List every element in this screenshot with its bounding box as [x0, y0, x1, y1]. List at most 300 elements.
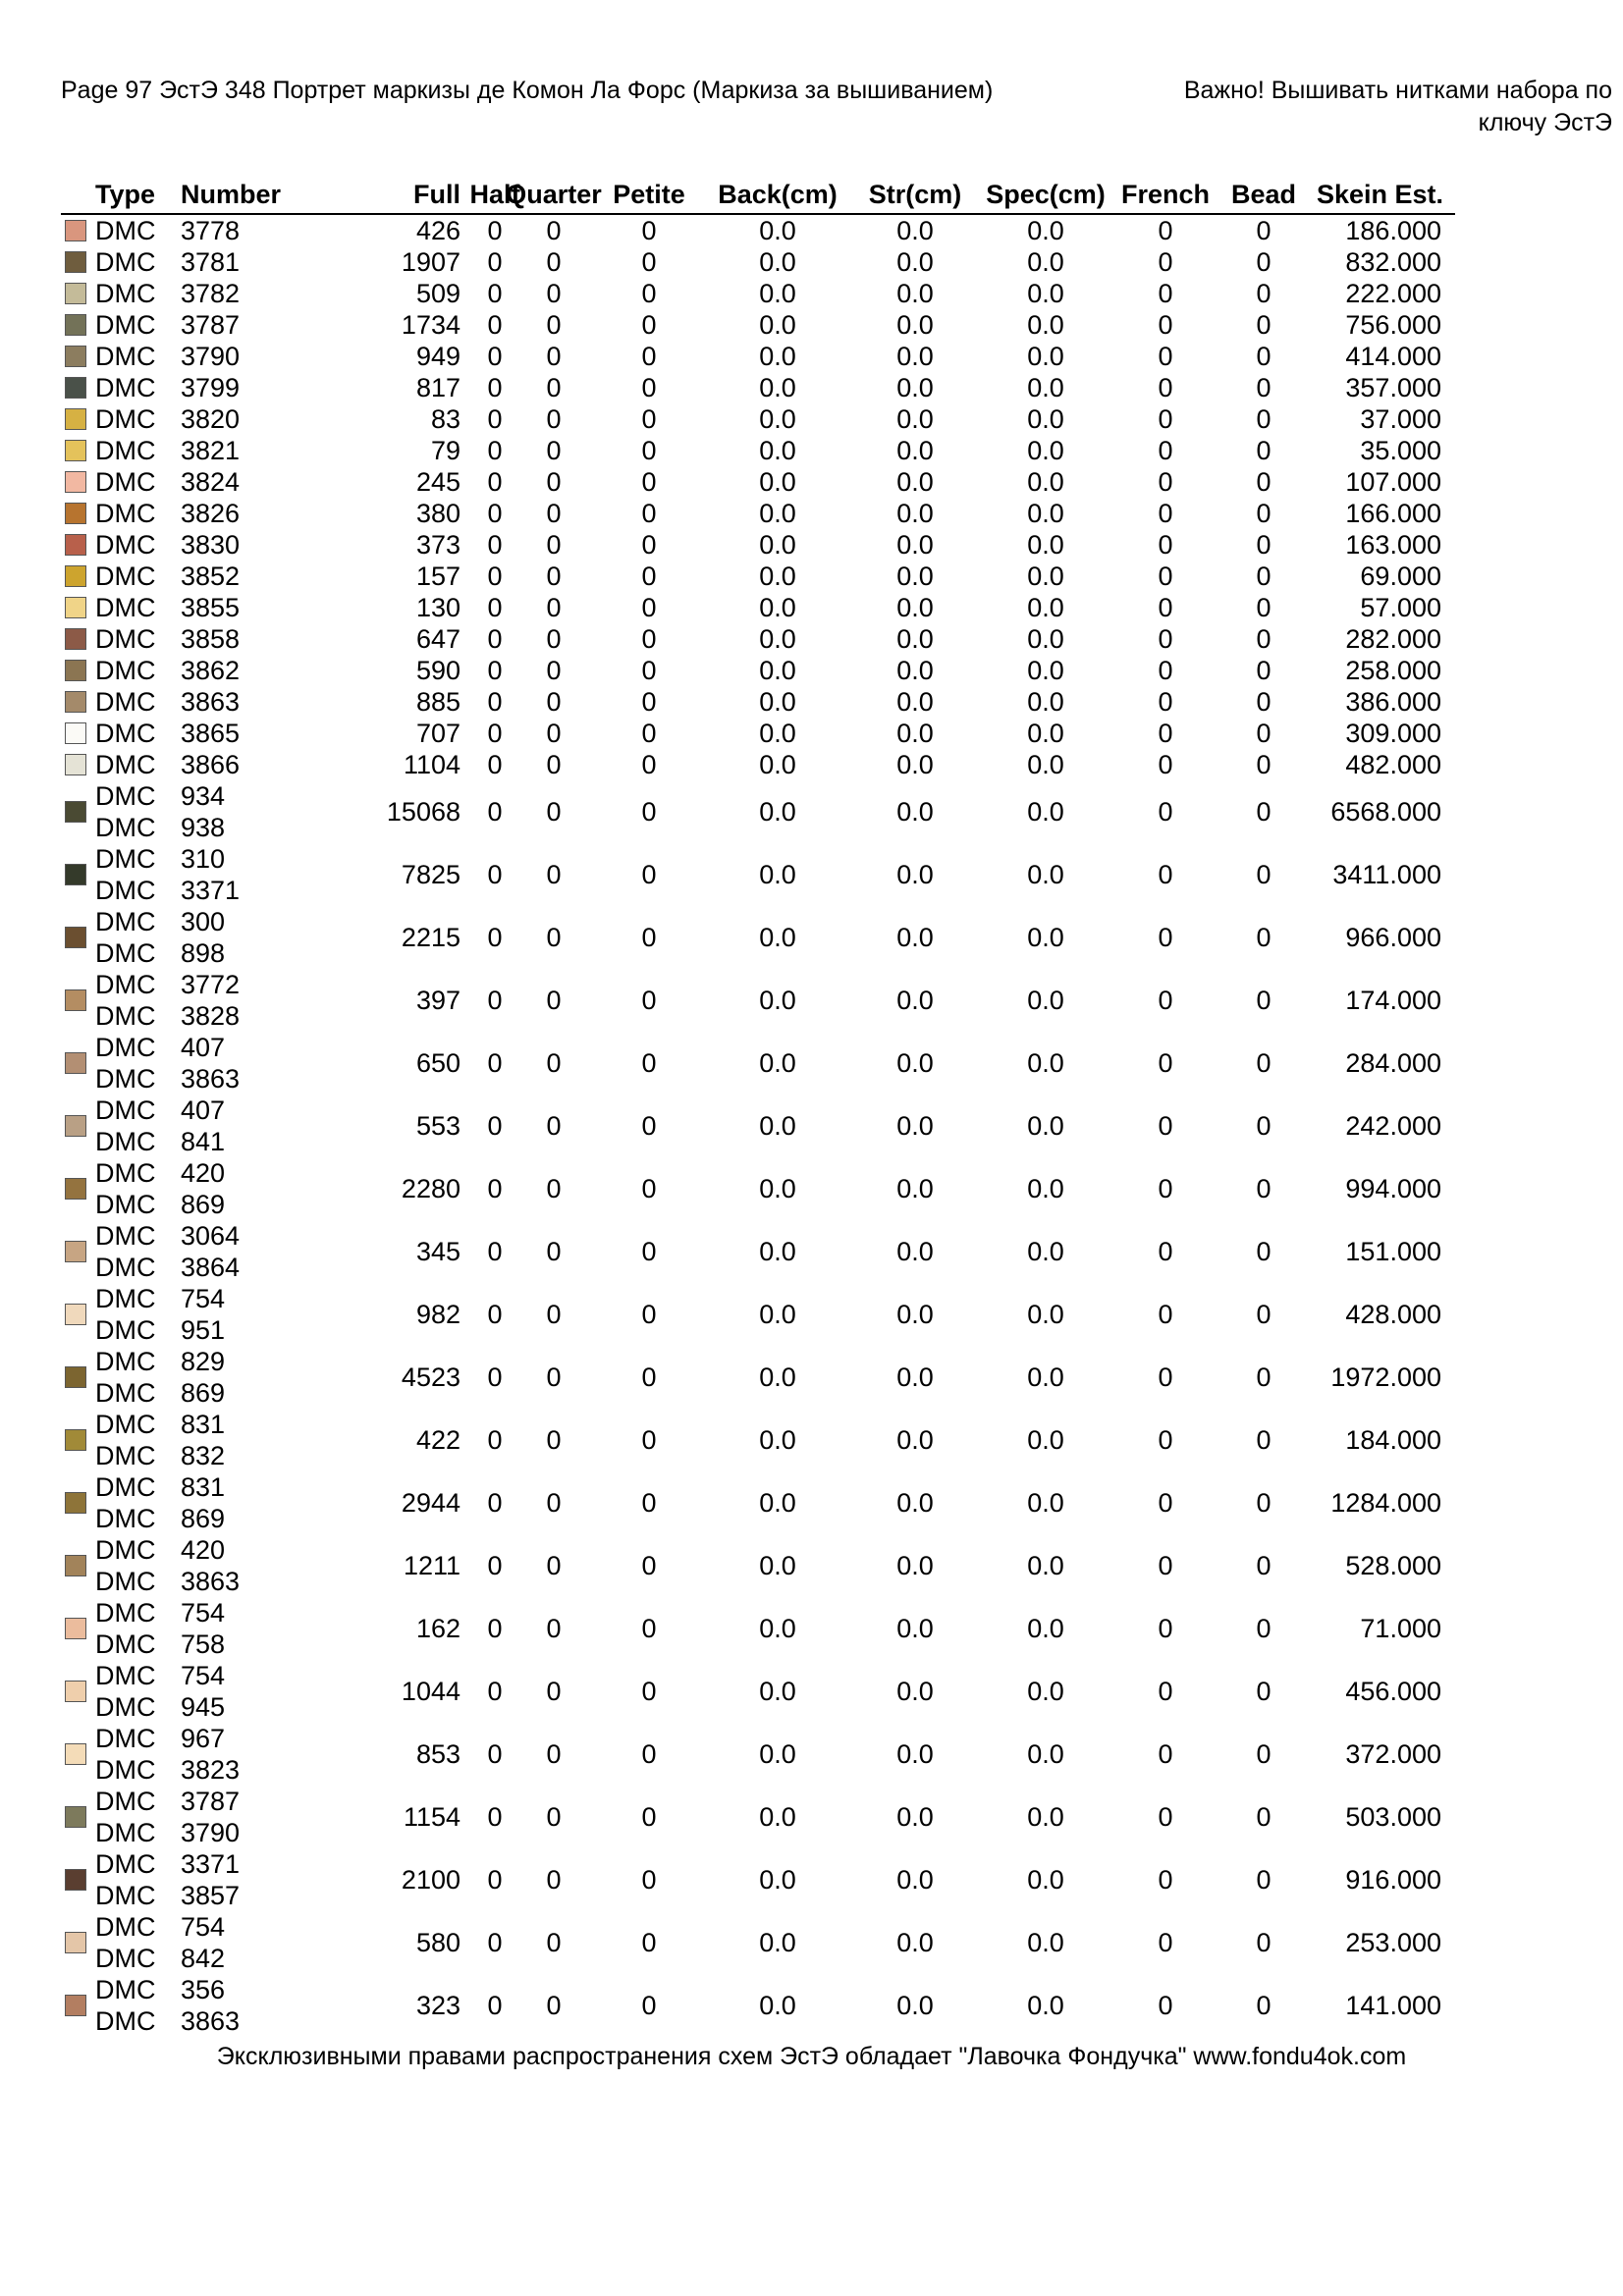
cell-skein: 163.000 [1345, 530, 1441, 560]
cell-number: 3863 [181, 2006, 241, 2036]
cell-petite: 0 [641, 310, 657, 340]
cell-spec: 0.0 [1027, 1111, 1064, 1141]
cell-half: 0 [487, 499, 503, 528]
cell-bead: 0 [1256, 719, 1271, 748]
column-header-petite: Petite [613, 180, 685, 209]
cell-spec: 0.0 [1027, 1928, 1064, 1957]
cell-str: 0.0 [896, 216, 934, 245]
table-row [61, 435, 1455, 466]
table-row [61, 1157, 1455, 1220]
cell-bead: 0 [1256, 310, 1271, 340]
cell-number: 934 [181, 781, 226, 811]
cell-back: 0.0 [759, 750, 796, 779]
cell-petite: 0 [641, 719, 657, 748]
cell-full: 130 [415, 593, 460, 622]
cell-back: 0.0 [759, 1991, 796, 2020]
cell-number: 310 [181, 844, 226, 874]
cell-skein: 151.000 [1345, 1237, 1441, 1266]
cell-bead: 0 [1256, 216, 1271, 245]
cell-spec: 0.0 [1027, 860, 1064, 889]
cell-number: 842 [181, 1944, 226, 1973]
cell-number: 832 [181, 1441, 226, 1470]
cell-full: 949 [415, 342, 460, 371]
table-row [61, 278, 1455, 309]
cell-petite: 0 [641, 860, 657, 889]
cell-french: 0 [1158, 1614, 1173, 1643]
cell-str: 0.0 [896, 1425, 934, 1455]
cell-spec: 0.0 [1027, 499, 1064, 528]
cell-str: 0.0 [896, 247, 934, 277]
table-row [61, 403, 1455, 435]
table-header [61, 178, 1455, 215]
cell-half: 0 [487, 1048, 503, 1078]
cell-str: 0.0 [896, 436, 934, 465]
cell-quarter: 0 [546, 499, 562, 528]
table-row [61, 969, 1455, 1032]
cell-full: 397 [415, 986, 460, 1015]
cell-str: 0.0 [896, 624, 934, 654]
cell-bead: 0 [1256, 1425, 1271, 1455]
cell-quarter: 0 [546, 279, 562, 308]
cell-back: 0.0 [759, 719, 796, 748]
color-swatch [65, 283, 86, 304]
cell-spec: 0.0 [1027, 1362, 1064, 1392]
cell-skein: 141.000 [1345, 1991, 1441, 2020]
color-swatch [65, 220, 86, 241]
cell-petite: 0 [641, 797, 657, 827]
color-swatch [65, 691, 86, 713]
cell-spec: 0.0 [1027, 1425, 1064, 1455]
cell-number: 3863 [181, 1064, 241, 1094]
cell-back: 0.0 [759, 593, 796, 622]
cell-skein: 71.000 [1360, 1614, 1441, 1643]
cell-bead: 0 [1256, 247, 1271, 277]
cell-full: 79 [430, 436, 460, 465]
cell-petite: 0 [641, 1802, 657, 1832]
cell-full: 707 [415, 719, 460, 748]
cell-french: 0 [1158, 404, 1173, 434]
table-row [61, 749, 1455, 780]
cell-half: 0 [487, 404, 503, 434]
cell-bead: 0 [1256, 1865, 1271, 1895]
cell-petite: 0 [641, 1488, 657, 1518]
cell-quarter: 0 [546, 404, 562, 434]
cell-full: 1907 [401, 247, 460, 277]
cell-quarter: 0 [546, 1991, 562, 2020]
cell-back: 0.0 [759, 1174, 796, 1203]
cell-skein: 756.000 [1345, 310, 1441, 340]
color-swatch [65, 1555, 86, 1576]
cell-french: 0 [1158, 656, 1173, 685]
cell-french: 0 [1158, 1362, 1173, 1392]
cell-spec: 0.0 [1027, 467, 1064, 497]
cell-petite: 0 [641, 1928, 657, 1957]
cell-petite: 0 [641, 1551, 657, 1580]
cell-number: 300 [181, 907, 226, 936]
table-row [61, 1786, 1455, 1848]
cell-full: 2944 [401, 1488, 460, 1518]
cell-str: 0.0 [896, 719, 934, 748]
cell-quarter: 0 [546, 1048, 562, 1078]
color-swatch [65, 1932, 86, 1953]
cell-str: 0.0 [896, 860, 934, 889]
cell-bead: 0 [1256, 986, 1271, 1015]
cell-type: DMC [95, 404, 156, 434]
table-row [61, 1095, 1455, 1157]
cell-french: 0 [1158, 499, 1173, 528]
cell-half: 0 [487, 279, 503, 308]
cell-full: 373 [415, 530, 460, 560]
cell-number: 3787 [181, 310, 241, 340]
cell-number: 869 [181, 1378, 226, 1408]
cell-quarter: 0 [546, 436, 562, 465]
page-header [61, 75, 1612, 153]
cell-number: 407 [181, 1033, 226, 1062]
cell-back: 0.0 [759, 1551, 796, 1580]
cell-petite: 0 [641, 247, 657, 277]
cell-bead: 0 [1256, 656, 1271, 685]
cell-str: 0.0 [896, 1362, 934, 1392]
cell-number: 945 [181, 1692, 226, 1722]
cell-quarter: 0 [546, 1865, 562, 1895]
cell-str: 0.0 [896, 1928, 934, 1957]
cell-bead: 0 [1256, 593, 1271, 622]
cell-type: DMC [95, 844, 156, 874]
cell-bead: 0 [1256, 1237, 1271, 1266]
color-swatch [65, 534, 86, 556]
cell-back: 0.0 [759, 216, 796, 245]
cell-petite: 0 [641, 750, 657, 779]
cell-bead: 0 [1256, 1300, 1271, 1329]
table-row [61, 686, 1455, 718]
cell-half: 0 [487, 1928, 503, 1957]
cell-type: DMC [95, 561, 156, 591]
cell-skein: 357.000 [1345, 373, 1441, 402]
cell-back: 0.0 [759, 1362, 796, 1392]
cell-petite: 0 [641, 687, 657, 717]
cell-quarter: 0 [546, 1174, 562, 1203]
cell-french: 0 [1158, 687, 1173, 717]
table-row [61, 1848, 1455, 1911]
cell-petite: 0 [641, 1677, 657, 1706]
cell-skein: 832.000 [1345, 247, 1441, 277]
cell-half: 0 [487, 1614, 503, 1643]
cell-french: 0 [1158, 1802, 1173, 1832]
cell-quarter: 0 [546, 1614, 562, 1643]
table-row [61, 309, 1455, 341]
cell-spec: 0.0 [1027, 342, 1064, 371]
color-swatch [65, 471, 86, 493]
cell-number: 420 [181, 1535, 226, 1565]
cell-quarter: 0 [546, 719, 562, 748]
cell-spec: 0.0 [1027, 1551, 1064, 1580]
cell-french: 0 [1158, 860, 1173, 889]
cell-skein: 372.000 [1345, 1739, 1441, 1769]
cell-skein: 35.000 [1360, 436, 1441, 465]
cell-back: 0.0 [759, 310, 796, 340]
cell-full: 83 [430, 404, 460, 434]
color-swatch [65, 989, 86, 1011]
cell-skein: 3411.000 [1332, 860, 1441, 889]
cell-back: 0.0 [759, 923, 796, 952]
cell-number: 938 [181, 813, 226, 842]
cell-type: DMC [95, 1441, 156, 1470]
column-header-quarter: Quarter [506, 180, 602, 209]
table-row [61, 466, 1455, 498]
cell-french: 0 [1158, 923, 1173, 952]
cell-number: 829 [181, 1347, 226, 1376]
cell-type: DMC [95, 310, 156, 340]
cell-type: DMC [95, 1504, 156, 1533]
cell-type: DMC [95, 1127, 156, 1156]
cell-number: 3855 [181, 593, 241, 622]
color-swatch [65, 628, 86, 650]
cell-half: 0 [487, 1174, 503, 1203]
cell-skein: 1284.000 [1330, 1488, 1441, 1518]
cell-number: 3863 [181, 1567, 241, 1596]
cell-back: 0.0 [759, 1300, 796, 1329]
cell-spec: 0.0 [1027, 1488, 1064, 1518]
cell-type: DMC [95, 781, 156, 811]
column-header-spec: Spec(cm) [986, 180, 1106, 209]
cell-type: DMC [95, 1378, 156, 1408]
cell-type: DMC [95, 1912, 156, 1942]
color-swatch [65, 408, 86, 430]
cell-spec: 0.0 [1027, 1677, 1064, 1706]
cell-quarter: 0 [546, 310, 562, 340]
cell-skein: 916.000 [1345, 1865, 1441, 1895]
cell-skein: 994.000 [1345, 1174, 1441, 1203]
cell-number: 3787 [181, 1787, 241, 1816]
cell-type: DMC [95, 1944, 156, 1973]
cell-str: 0.0 [896, 923, 934, 952]
cell-number: 3790 [181, 1818, 241, 1847]
cell-petite: 0 [641, 1425, 657, 1455]
cell-bead: 0 [1256, 1802, 1271, 1832]
cell-type: DMC [95, 1849, 156, 1879]
cell-full: 157 [415, 561, 460, 591]
cell-french: 0 [1158, 436, 1173, 465]
cell-full: 580 [415, 1928, 460, 1957]
cell-str: 0.0 [896, 561, 934, 591]
cell-back: 0.0 [759, 986, 796, 1015]
cell-bead: 0 [1256, 499, 1271, 528]
table-row [61, 1471, 1455, 1534]
color-swatch [65, 1743, 86, 1765]
color-swatch [65, 722, 86, 744]
cell-number: 3821 [181, 436, 241, 465]
cell-full: 2100 [401, 1865, 460, 1895]
table-row [61, 1032, 1455, 1095]
color-swatch [65, 440, 86, 461]
cell-petite: 0 [641, 216, 657, 245]
cell-bead: 0 [1256, 1551, 1271, 1580]
cell-back: 0.0 [759, 467, 796, 497]
cell-number: 898 [181, 938, 226, 968]
cell-str: 0.0 [896, 656, 934, 685]
cell-full: 590 [415, 656, 460, 685]
cell-half: 0 [487, 750, 503, 779]
cell-back: 0.0 [759, 1048, 796, 1078]
cell-full: 509 [415, 279, 460, 308]
cell-type: DMC [95, 1221, 156, 1251]
cell-spec: 0.0 [1027, 687, 1064, 717]
cell-french: 0 [1158, 216, 1173, 245]
cell-french: 0 [1158, 1300, 1173, 1329]
cell-quarter: 0 [546, 593, 562, 622]
color-swatch [65, 1178, 86, 1200]
cell-french: 0 [1158, 1991, 1173, 2020]
cell-french: 0 [1158, 1174, 1173, 1203]
cell-str: 0.0 [896, 1865, 934, 1895]
cell-quarter: 0 [546, 247, 562, 277]
cell-french: 0 [1158, 467, 1173, 497]
cell-quarter: 0 [546, 1488, 562, 1518]
cell-str: 0.0 [896, 797, 934, 827]
column-header-french: French [1120, 180, 1211, 209]
table-row [61, 561, 1455, 592]
cell-bead: 0 [1256, 687, 1271, 717]
cell-french: 0 [1158, 561, 1173, 591]
cell-spec: 0.0 [1027, 530, 1064, 560]
table-row [61, 655, 1455, 686]
cell-petite: 0 [641, 342, 657, 371]
column-header-full: Full [413, 180, 460, 209]
cell-bead: 0 [1256, 279, 1271, 308]
cell-french: 0 [1158, 279, 1173, 308]
cell-back: 0.0 [759, 1614, 796, 1643]
cell-skein: 482.000 [1345, 750, 1441, 779]
cell-petite: 0 [641, 1739, 657, 1769]
cell-number: 758 [181, 1629, 226, 1659]
table-row [61, 1220, 1455, 1283]
cell-quarter: 0 [546, 467, 562, 497]
column-header-bead: Bead [1230, 180, 1297, 209]
cell-back: 0.0 [759, 279, 796, 308]
cell-quarter: 0 [546, 860, 562, 889]
cell-full: 817 [415, 373, 460, 402]
table-row [61, 1346, 1455, 1409]
cell-petite: 0 [641, 923, 657, 952]
cell-spec: 0.0 [1027, 986, 1064, 1015]
cell-bead: 0 [1256, 467, 1271, 497]
cell-half: 0 [487, 1425, 503, 1455]
cell-type: DMC [95, 876, 156, 905]
floss-table [61, 178, 1455, 2037]
important-note-line-1: Важно! Вышивать нитками набора по [1183, 77, 1612, 104]
cell-spec: 0.0 [1027, 624, 1064, 654]
cell-str: 0.0 [896, 1802, 934, 1832]
cell-half: 0 [487, 530, 503, 560]
cell-str: 0.0 [896, 1300, 934, 1329]
table-row [61, 780, 1455, 843]
cell-quarter: 0 [546, 624, 562, 654]
cell-bead: 0 [1256, 561, 1271, 591]
cell-type: DMC [95, 1629, 156, 1659]
cell-skein: 284.000 [1345, 1048, 1441, 1078]
cell-petite: 0 [641, 279, 657, 308]
cell-number: 3778 [181, 216, 241, 245]
cell-number: 967 [181, 1724, 226, 1753]
cell-number: 3799 [181, 373, 241, 402]
cell-str: 0.0 [896, 373, 934, 402]
color-swatch [65, 597, 86, 618]
color-swatch [65, 1304, 86, 1325]
cell-back: 0.0 [759, 1802, 796, 1832]
cell-number: 407 [181, 1095, 226, 1125]
cell-quarter: 0 [546, 561, 562, 591]
cell-number: 841 [181, 1127, 226, 1156]
cell-french: 0 [1158, 530, 1173, 560]
cell-spec: 0.0 [1027, 750, 1064, 779]
cell-number: 869 [181, 1504, 226, 1533]
cell-half: 0 [487, 561, 503, 591]
cell-full: 1044 [401, 1677, 460, 1706]
cell-number: 3864 [181, 1253, 241, 1282]
color-swatch [65, 1241, 86, 1262]
cell-half: 0 [487, 687, 503, 717]
cell-french: 0 [1158, 1551, 1173, 1580]
cell-half: 0 [487, 373, 503, 402]
color-swatch [65, 565, 86, 587]
color-swatch [65, 660, 86, 681]
cell-bead: 0 [1256, 373, 1271, 402]
cell-skein: 456.000 [1345, 1677, 1441, 1706]
cell-type: DMC [95, 342, 156, 371]
cell-skein: 69.000 [1360, 561, 1441, 591]
cell-skein: 282.000 [1345, 624, 1441, 654]
table-row [61, 1534, 1455, 1597]
cell-number: 3823 [181, 1755, 241, 1785]
column-header-number: Number [181, 180, 282, 209]
cell-type: DMC [95, 530, 156, 560]
cell-skein: 966.000 [1345, 923, 1441, 952]
cell-french: 0 [1158, 1425, 1173, 1455]
cell-spec: 0.0 [1027, 719, 1064, 748]
cell-petite: 0 [641, 656, 657, 685]
cell-type: DMC [95, 970, 156, 999]
cell-full: 885 [415, 687, 460, 717]
cell-petite: 0 [641, 1300, 657, 1329]
cell-spec: 0.0 [1027, 923, 1064, 952]
cell-number: 3824 [181, 467, 241, 497]
cell-back: 0.0 [759, 1237, 796, 1266]
table-row [61, 1597, 1455, 1660]
column-header-skein: Skein Est. [1316, 180, 1443, 209]
cell-number: 754 [181, 1912, 226, 1942]
cell-quarter: 0 [546, 797, 562, 827]
cell-type: DMC [95, 1881, 156, 1910]
cell-skein: 184.000 [1345, 1425, 1441, 1455]
cell-spec: 0.0 [1027, 436, 1064, 465]
cell-str: 0.0 [896, 1739, 934, 1769]
cell-number: 3820 [181, 404, 241, 434]
cell-type: DMC [95, 2006, 156, 2036]
cell-type: DMC [95, 467, 156, 497]
cell-back: 0.0 [759, 656, 796, 685]
cell-skein: 503.000 [1345, 1802, 1441, 1832]
cell-str: 0.0 [896, 1111, 934, 1141]
cell-bead: 0 [1256, 860, 1271, 889]
cell-petite: 0 [641, 561, 657, 591]
cell-half: 0 [487, 797, 503, 827]
cell-spec: 0.0 [1027, 561, 1064, 591]
cell-str: 0.0 [896, 750, 934, 779]
table-row [61, 623, 1455, 655]
cell-spec: 0.0 [1027, 247, 1064, 277]
cell-spec: 0.0 [1027, 373, 1064, 402]
cell-half: 0 [487, 1300, 503, 1329]
